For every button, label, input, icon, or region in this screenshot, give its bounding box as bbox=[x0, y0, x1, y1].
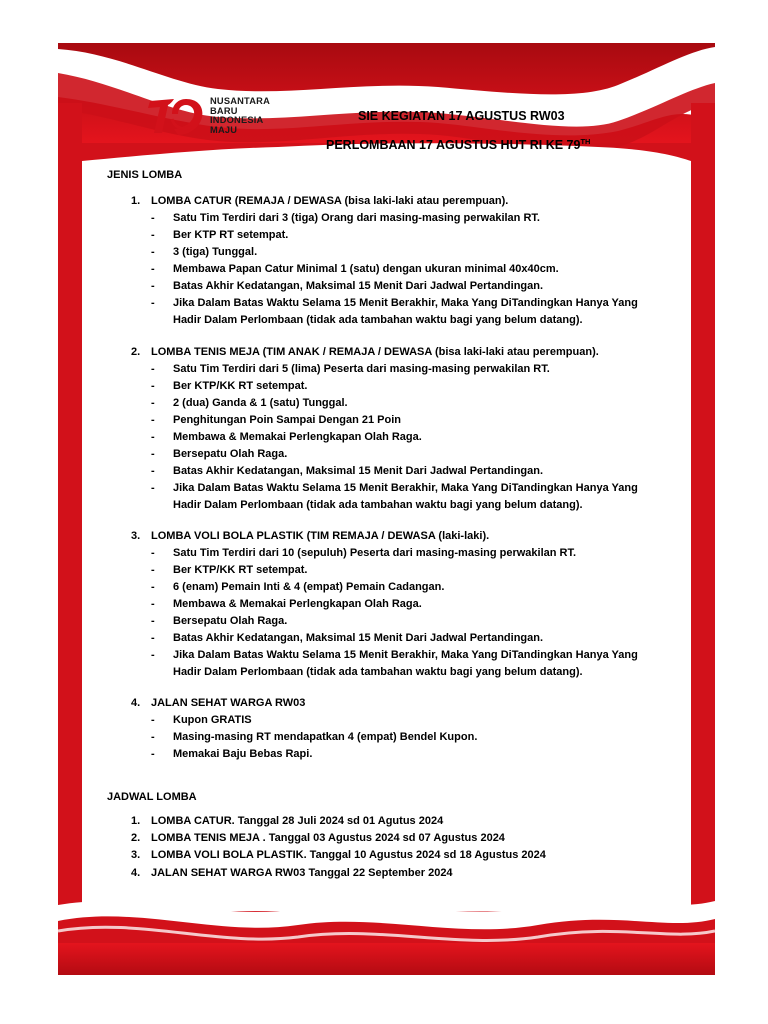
jadwal-lomba-heading: JADWAL LOMBA bbox=[107, 791, 197, 803]
item-number: 2. bbox=[131, 346, 141, 358]
item-number: 1. bbox=[131, 195, 141, 207]
poster bbox=[58, 43, 715, 975]
header-subtitle-text: PERLOMBAAN 17 AGUSTUS HUT RI KE 79 bbox=[326, 138, 581, 153]
logo-line: BARU bbox=[210, 105, 238, 116]
item-title: LOMBA VOLI BOLA PLASTIK (TIM REMAJA / DEWASA (laki-laki). bbox=[151, 530, 490, 542]
logo-line: MAJU bbox=[210, 125, 238, 136]
poster-content: NUSANTARA BARU INDONESIA MAJU SIE KEGIATAN 17 AGUSTUS RW03 PERLOMBAAN 17 AGUSTUS HUT RI KE 79TH JENIS LOMBA 1. LOMBA CATUR (REMAJA / DEWASA (bisa laki-laki atau perempuan). - Satu Tim Terdiri dari 3 (tiga) Orang dari masing-masing perwakilan RT. - Ber KTP RT setempat. - 3 (tiga) Tunggal. - Membawa Papan Catur Minimal 1 (satu) dengan ukuran minimal 40x40cm. - Batas Akhir Kedatangan, Maksimal 15 Menit Dari Jadwal Pertandingan. - Jika Dalam Batas Waktu Selama 15 Menit Berakhir, Maka Yang DiTandingkan Hanya Yang Hadir Dalam Perlombaan (tidak ada tambahan waktu bagi yang belum datang). 2. LOMBA TENIS MEJA (TIM ANAK / REMAJA / DEWASA (bisa laki-laki atau perempuan). - Satu Tim Terdiri dari 5 (lima) Peserta dari masing-masing perwakilan RT. - Ber KTP/KK RT setempat. - 2 (dua) Ganda & 1 (satu) Tunggal. - Penghitungan Poin Sampai Dengan 21 Poin - Membawa & Memakai Perlengkapan Olah Raga. - Bersepatu Olah Raga. - Batas Akhir Kedatangan, Maksimal 15 Menit Dari Jadwal Pertandingan. - Jika Dalam Batas Waktu Selama 15 Menit Berakhir, Maka Yang DiTandingkan Hanya Yang Hadir Dalam Perlombaan (tidak ada tambahan waktu bagi yang belum datang). 3. LOMBA VOLI BOLA PLASTIK (TIM REMAJA / DEWASA (laki-laki). - Satu Tim Terdiri dari 10 (sepuluh) Peserta dari masing-masing perwakilan RT. - Ber KTP/KK RT setempat. - 6 (enam) Pemain Inti & 4 (empat) Pemain Cadangan. - Membawa & Memakai Perlengkapan Olah Raga. - Bersepatu Olah Raga. - Batas Akhir Kedatangan, Maksimal 15 Menit Dari Jadwal Pertandingan. - Jika Dalam Batas Waktu Selama 15 Menit Berakhir, Maka Yang DiTandingkan Hanya Yang Hadir Dalam Perlombaan (tidak ada tambahan waktu bagi yang belum datang). 4. JALAN SEHAT WARGA RW03 - Kupon GRATIS - Masing-masing RT mendapatkan 4 (empat) Bendel Kupon. - Memakai Baju Bebas Rapi. JADWAL LOMBA 1. LOMBA CATUR. Tanggal 28 Juli 2024 sd 01 Agutus 2024 2. LOMBA TENIS MEJA . Tanggal 03 Agustus 2024 sd 07 Agustus 2024 3. LOMBA VOLI BOLA PLASTIK. Tanggal 10 Agustus 2024 sd 18 Agustus 2024 4. JALAN SEHAT WARGA RW03 Tanggal 22 September 2024 bbox=[58, 43, 715, 975]
header-subtitle-sup: TH bbox=[580, 137, 591, 146]
jenis-lomba-heading: JENIS LOMBA bbox=[107, 169, 183, 181]
item-title: JALAN SEHAT WARGA RW03 bbox=[151, 697, 306, 709]
item-title: LOMBA CATUR (REMAJA / DEWASA (bisa laki-laki atau perempuan). bbox=[151, 195, 509, 207]
item-number: 3. bbox=[131, 530, 141, 542]
logo-text bbox=[210, 97, 270, 136]
logo-79-icon bbox=[144, 93, 208, 141]
item-title: LOMBA TENIS MEJA (TIM ANAK / REMAJA / DEWASA (bisa laki-laki atau perempuan). bbox=[151, 346, 599, 358]
header-title: SIE KEGIATAN 17 AGUSTUS RW03 bbox=[358, 109, 565, 123]
logo-line: INDONESIA bbox=[210, 115, 264, 126]
nusantara-logo bbox=[144, 93, 284, 143]
logo-line: NUSANTARA bbox=[210, 96, 270, 106]
item-number: 4. bbox=[131, 697, 141, 709]
header-subtitle bbox=[326, 137, 590, 152]
